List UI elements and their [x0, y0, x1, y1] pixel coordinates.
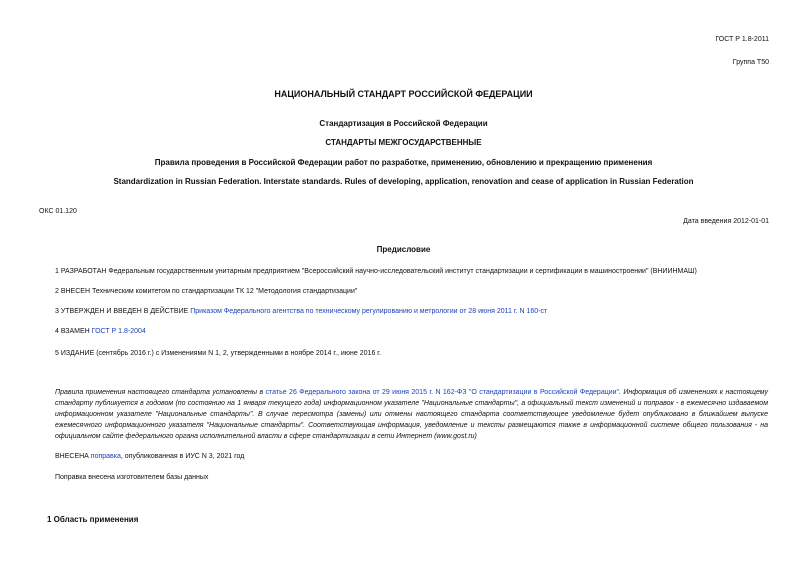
foreword-heading: Предисловие	[376, 245, 431, 254]
amendment-prefix: ВНЕСЕНА	[55, 453, 91, 460]
oks-code: ОКС 01.120	[39, 208, 77, 215]
foreword-item-4	[55, 328, 146, 335]
amendment-line	[55, 453, 244, 460]
rules-prefix: Правила применения настоящего стандарта установлены в	[55, 389, 266, 396]
standard-code: ГОСТ Р 1.8-2011	[715, 36, 769, 43]
subseries-title: СТАНДАРТЫ МЕЖГОСУДАРСТВЕННЫЕ	[325, 138, 482, 147]
foreword-item-2: 2 ВНЕСЕН Техническим комитетом по стандартизации ТК 12 "Методология стандартизации"	[55, 288, 358, 295]
amendment-link[interactable]: поправка	[90, 453, 121, 460]
russian-title: Правила проведения в Российской Федерации работ по разработке, применению, обновлению и прекращению применения	[154, 158, 653, 167]
section-1-heading: 1 Область применения	[47, 515, 139, 524]
document-title: НАЦИОНАЛЬНЫЙ СТАНДАРТ РОССИЙСКОЙ ФЕДЕРАЦИИ	[274, 89, 533, 99]
foreword-item-3-label: 3 УТВЕРЖДЕН И ВВЕДЕН В ДЕЙСТВИЕ	[55, 308, 191, 315]
rules-text: . Информация об изменениях к настоящему стандарту публикуется в годовом (по состоянию на 1 января текущего года) информационном указателе "Национальные стандарты", а официальный текст изменений и поправок - в ежемесячно издаваемом информационном указателе "Национальные стандарты". В случае пересмотра (замены) или отмены настоящего стандарта соответствующее уведомление будет опубликовано в ближайшем выпуске ежемесячного информационного указателя "Национальные стандарты". Соответствующая информация, уведомление и тексты размещаются также в информационной системе общего пользования - на официальном сайте федерального органа исполнительной власти в сфере стандартизации в сети Интернет (www.gost.ru)	[55, 389, 768, 440]
english-title: Standardization in Russian Federation. Interstate standards. Rules of developing, application, renovation and cease of application in Russian Federation	[113, 177, 694, 186]
group-code: Группа Т50	[732, 59, 769, 66]
foreword-item-1: 1 РАЗРАБОТАН Федеральным государственным унитарным предприятием "Всероссийский научно-исследовательский институт стандартизации и сертификации в машиностроении" (ВНИИНМАШ)	[55, 268, 697, 275]
gost-link[interactable]: ГОСТ Р 1.8-2004	[91, 328, 146, 335]
federal-law-link[interactable]: статье 26 Федерального закона от 29 июня 2015 г. N 162-ФЗ "О стандартизации в Российской Федерации"	[265, 389, 620, 396]
foreword-item-4-label: 4 ВЗАМЕН	[55, 328, 92, 335]
amendment-suffix: , опубликованная в ИУС N 3, 2021 год	[120, 453, 245, 460]
series-title: Стандартизация в Российской Федерации	[319, 119, 488, 128]
amendment-note: Поправка внесена изготовителем базы данных	[55, 474, 209, 481]
order-link[interactable]: Приказом Федерального агентства по техническому регулированию и метрологии от 28 июня 2011 г. N 160-ст	[190, 308, 548, 315]
foreword-item-3	[55, 308, 547, 315]
foreword-item-5: 5 ИЗДАНИЕ (сентябрь 2016 г.) с Изменениями N 1, 2, утвержденными в ноябре 2014 г., июне 2016 г.	[55, 350, 381, 357]
intro-date: Дата введения 2012-01-01	[683, 218, 769, 225]
rules-paragraph	[55, 387, 768, 442]
